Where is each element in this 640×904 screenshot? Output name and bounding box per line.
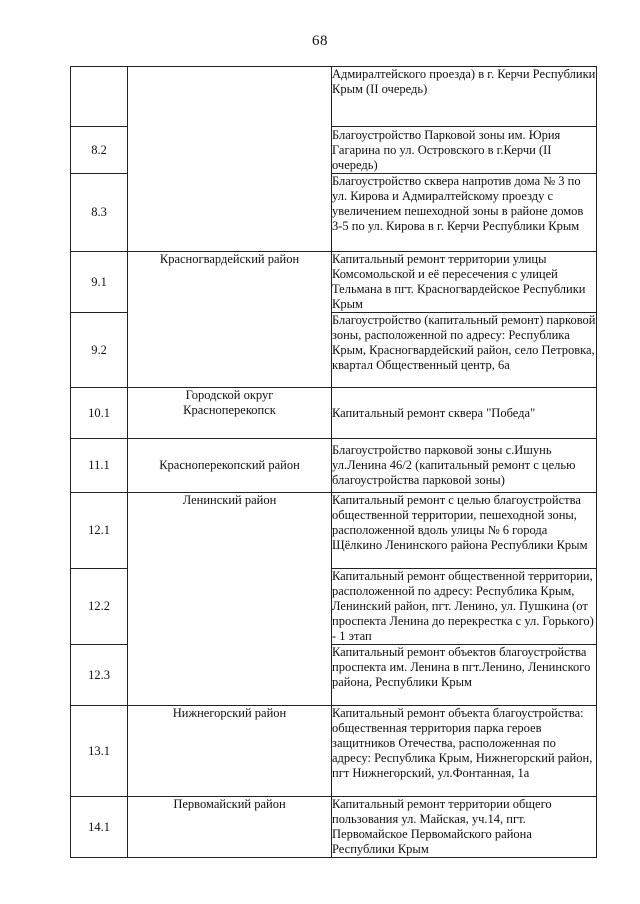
district-cell [128,388,332,439]
row-number: 13.1 [71,706,128,797]
project-description: Капитальный ремонт территории улицы Комсомольской и её пересечения с улицей Тельмана в пгт. Красногвардейское Республики Крым [332,252,597,313]
row-number: 12.2 [71,569,128,645]
table-row [71,439,597,493]
row-number: 12.1 [71,493,128,569]
projects-table [70,66,597,858]
table-row [71,252,597,313]
row-number: 8.2 [71,127,128,174]
district-cell: Нижнегорский район [128,706,332,797]
table-row [71,388,597,439]
row-number: 8.3 [71,174,128,252]
district-cell [128,67,332,252]
district-cell: Ленинский район [128,493,332,706]
row-number: 12.3 [71,645,128,706]
project-description: Капитальный ремонт общественной территории, расположенной по адресу: Республика Крым, Ленинский район, пгт. Ленино, ул. Пушкина (от проспекта Ленина до перекрестка с ул. Горького) - 1 этап [332,569,597,645]
district-cell: Первомайский район [128,797,332,858]
project-description: Капитальный ремонт территории общего пользования ул. Майская, уч.14, пгт. Первомайское Первомайского района Республики Крым [332,797,597,858]
project-description: Благоустройство Парковой зоны им. Юрия Гагарина по ул. Островского в г.Керчи (II очередь) [332,127,597,174]
row-number: 9.1 [71,252,128,313]
project-description: Адмиралтейского проезда) в г. Керчи Республики Крым (II очередь) [332,67,597,127]
table-row [71,706,597,797]
row-number: 14.1 [71,797,128,858]
row-number [71,67,128,127]
project-description: Благоустройство парковой зоны с.Ишунь ул.Ленина 46/2 (капитальный ремонт с целью благоустройства парковой зоны) [332,439,597,493]
district-cell: Красноперекопский район [128,439,332,493]
table-row [71,493,597,569]
table-row [71,797,597,858]
row-number: 10.1 [71,388,128,439]
table-row [71,67,597,127]
row-number: 9.2 [71,313,128,388]
row-number: 11.1 [71,439,128,493]
project-description: Благоустройство сквера напротив дома № 3 по ул. Кирова и Адмиралтейскому проезду с увеличением пешеходной зоны в районе домов 3-5 по ул. Кирова в г. Керчи Республики Крым [332,174,597,252]
page-number: 68 [312,33,328,49]
district-cell: Красногвардейский район [128,252,332,388]
project-description: Капитальный ремонт объектов благоустройства проспекта им. Ленина в пгт.Ленино, Ленинского района, Республики Крым [332,645,597,706]
district-name: Городской округ Красноперекопск [183,388,276,417]
project-description: Благоустройство (капитальный ремонт) парковой зоны, расположенной по адресу: Республика Крым, Красногвардейский район, село Петровка, квартал Общественный центр, 6а [332,313,597,388]
project-description: Капитальный ремонт объекта благоустройства: общественная территория парка героев защитников Отечества, расположенная по адресу: Республика Крым, Нижнегорский район, пгт Нижнегорский, ул.Фонтанная, 1а [332,706,597,797]
project-description: Капитальный ремонт с целью благоустройства общественной территории, пешеходной зоны, расположенной вдоль улицы № 6 города Щёлкино Ленинского района Республики Крым [332,493,597,569]
project-description: Капитальный ремонт сквера "Победа" [332,388,597,439]
